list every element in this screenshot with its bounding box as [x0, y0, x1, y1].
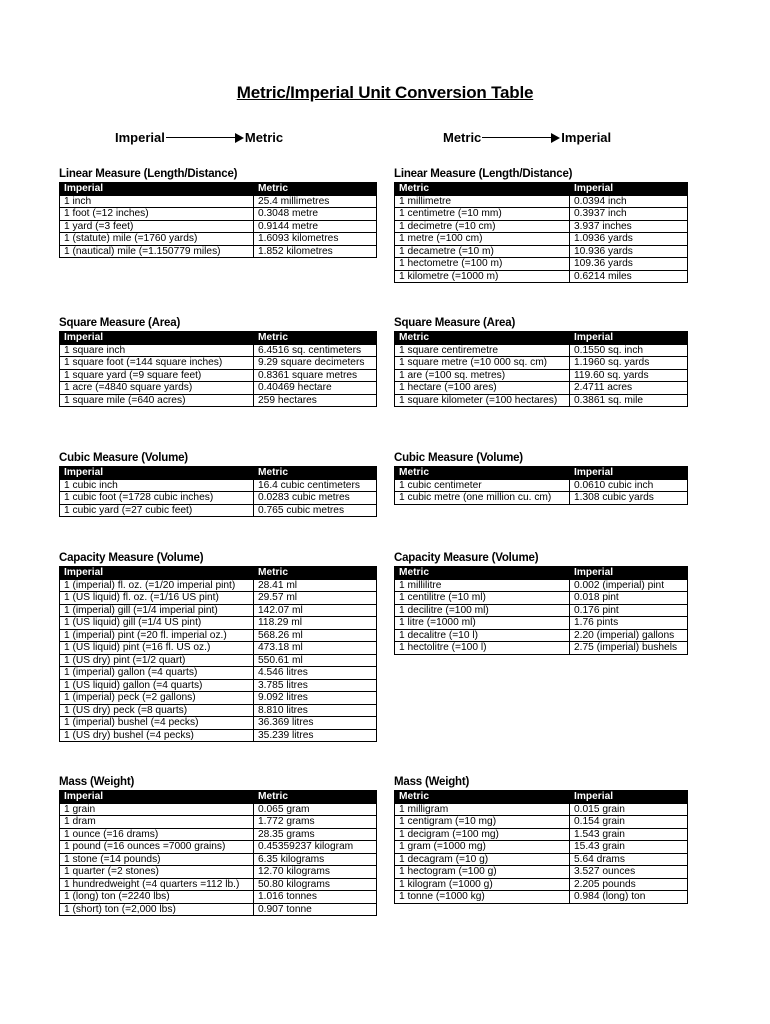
equivalent-cell: 10.936 yards	[570, 245, 688, 258]
arrow-right-icon	[482, 133, 560, 143]
equivalent-cell: 0.176 pint	[570, 604, 688, 617]
direction-to-label: Metric	[244, 130, 284, 145]
table-row	[60, 866, 377, 879]
equivalent-cell: 36.369 litres	[254, 717, 377, 730]
unit-cell: 1 (imperial) peck (=2 gallons)	[60, 692, 254, 705]
equivalent-cell: 0.015 grain	[570, 803, 688, 816]
table-row	[395, 382, 688, 395]
equivalent-cell: 3.527 ounces	[570, 866, 688, 879]
table-row	[60, 704, 377, 717]
unit-cell: 1 hectometre (=100 m)	[395, 258, 570, 271]
equivalent-cell: 28.35 grams	[254, 828, 377, 841]
table-row	[60, 853, 377, 866]
section-title: Cubic Measure (Volume)	[394, 452, 523, 464]
equivalent-cell: 0.0610 cubic inch	[570, 479, 688, 492]
unit-cell: 1 (statute) mile (=1760 yards)	[60, 233, 254, 246]
table-row	[395, 841, 688, 854]
equivalent-cell: 1.308 cubic yards	[570, 492, 688, 505]
section-left-area	[59, 317, 377, 407]
column-header: Imperial	[60, 332, 254, 345]
equivalent-cell: 1.0936 yards	[570, 233, 688, 246]
equivalent-cell: 0.765 cubic metres	[254, 504, 377, 517]
table-row	[395, 828, 688, 841]
equivalent-cell: 3.937 inches	[570, 220, 688, 233]
equivalent-cell: 12.70 kilograms	[254, 866, 377, 879]
equivalent-cell: 0.1550 sq. inch	[570, 344, 688, 357]
unit-cell: 1 kilometre (=1000 m)	[395, 270, 570, 283]
unit-cell: 1 (US liquid) pint (=16 fl. US oz.)	[60, 642, 254, 655]
table-row	[395, 208, 688, 221]
column-header: Metric	[254, 567, 377, 580]
conversion-table	[394, 566, 688, 655]
table-row	[60, 679, 377, 692]
unit-cell: 1 (imperial) gill (=1/4 imperial pint)	[60, 604, 254, 617]
section-title: Square Measure (Area)	[394, 317, 516, 329]
table-row	[60, 504, 377, 517]
conversion-table	[394, 331, 688, 407]
equivalent-cell: 50.80 kilograms	[254, 878, 377, 891]
page-title: Metric/Imperial Unit Conversion Table	[236, 83, 534, 102]
conversion-table	[59, 566, 377, 742]
section-left-capacity	[59, 552, 377, 742]
equivalent-cell: 1.016 tonnes	[254, 891, 377, 904]
table-header-row	[395, 332, 688, 345]
column-header: Imperial	[570, 183, 688, 196]
unit-cell: 1 centimetre (=10 mm)	[395, 208, 570, 221]
section-title: Square Measure (Area)	[59, 317, 181, 329]
unit-cell: 1 decimetre (=10 cm)	[395, 220, 570, 233]
section-title: Mass (Weight)	[394, 776, 470, 788]
conversion-table	[59, 331, 377, 407]
table-row	[395, 270, 688, 283]
equivalent-cell: 0.45359237 kilogram	[254, 841, 377, 854]
equivalent-cell: 0.018 pint	[570, 592, 688, 605]
table-row	[60, 382, 377, 395]
conversion-table	[59, 790, 377, 916]
table-row	[60, 492, 377, 505]
unit-cell: 1 hundredweight (=4 quarters =112 lb.)	[60, 878, 254, 891]
unit-cell: 1 decilitre (=100 ml)	[395, 604, 570, 617]
column-header: Imperial	[60, 567, 254, 580]
table-header-row	[60, 791, 377, 804]
equivalent-cell: 8.810 litres	[254, 704, 377, 717]
table-row	[395, 629, 688, 642]
table-row	[60, 629, 377, 642]
unit-cell: 1 acre (=4840 square yards)	[60, 382, 254, 395]
section-title: Linear Measure (Length/Distance)	[59, 168, 238, 180]
equivalent-cell: 1.852 kilometres	[254, 245, 377, 258]
equivalent-cell: 15.43 grain	[570, 841, 688, 854]
table-row	[60, 195, 377, 208]
section-left-cubic	[59, 452, 377, 517]
unit-cell: 1 cubic inch	[60, 479, 254, 492]
table-row	[60, 642, 377, 655]
table-row	[60, 592, 377, 605]
equivalent-cell: 568.26 ml	[254, 629, 377, 642]
unit-cell: 1 (imperial) fl. oz. (=1/20 imperial pint)	[60, 579, 254, 592]
column-header: Metric	[395, 567, 570, 580]
equivalent-cell: 29.57 ml	[254, 592, 377, 605]
section-left-mass	[59, 776, 377, 916]
table-row	[60, 841, 377, 854]
unit-cell: 1 square kilometer (=100 hectares)	[395, 394, 570, 407]
unit-cell: 1 square yard (=9 square feet)	[60, 369, 254, 382]
table-row	[395, 592, 688, 605]
column-header: Imperial	[60, 791, 254, 804]
unit-cell: 1 dram	[60, 816, 254, 829]
equivalent-cell: 119.60 sq. yards	[570, 369, 688, 382]
unit-cell: 1 (long) ton (=2240 lbs)	[60, 891, 254, 904]
equivalent-cell: 473.18 ml	[254, 642, 377, 655]
equivalent-cell: 16.4 cubic centimeters	[254, 479, 377, 492]
unit-cell: 1 cubic foot (=1728 cubic inches)	[60, 492, 254, 505]
equivalent-cell: 0.3861 sq. mile	[570, 394, 688, 407]
table-row	[60, 878, 377, 891]
conversion-table	[394, 466, 688, 505]
equivalent-cell: 9.092 litres	[254, 692, 377, 705]
unit-cell: 1 stone (=14 pounds)	[60, 853, 254, 866]
column-header: Metric	[395, 183, 570, 196]
table-row	[60, 220, 377, 233]
table-row	[395, 891, 688, 904]
unit-cell: 1 (short) ton (=2,000 lbs)	[60, 903, 254, 916]
table-row	[395, 479, 688, 492]
table-row	[60, 692, 377, 705]
table-row	[395, 604, 688, 617]
unit-cell: 1 square mile (=640 acres)	[60, 394, 254, 407]
equivalent-cell: 118.29 ml	[254, 617, 377, 630]
table-row	[395, 803, 688, 816]
equivalent-cell: 2.75 (imperial) bushels	[570, 642, 688, 655]
direction-to-label: Imperial	[561, 130, 612, 145]
section-title: Capacity Measure (Volume)	[59, 552, 204, 564]
unit-cell: 1 grain	[60, 803, 254, 816]
unit-cell: 1 are (=100 sq. metres)	[395, 369, 570, 382]
unit-cell: 1 (US liquid) gallon (=4 quarts)	[60, 679, 254, 692]
unit-cell: 1 milligram	[395, 803, 570, 816]
section-right-capacity	[394, 552, 688, 655]
equivalent-cell: 1.76 pints	[570, 617, 688, 630]
equivalent-cell: 1.772 grams	[254, 816, 377, 829]
table-header-row	[395, 567, 688, 580]
conversion-table	[394, 182, 688, 283]
table-header-row	[60, 567, 377, 580]
equivalent-cell: 0.907 tonne	[254, 903, 377, 916]
equivalent-cell: 35.239 litres	[254, 729, 377, 742]
column-header: Metric	[254, 332, 377, 345]
unit-cell: 1 square metre (=10 000 sq. cm)	[395, 357, 570, 370]
column-header: Metric	[254, 467, 377, 480]
unit-cell: 1 decagram (=10 g)	[395, 853, 570, 866]
table-row	[60, 394, 377, 407]
equivalent-cell: 0.002 (imperial) pint	[570, 579, 688, 592]
table-row	[395, 220, 688, 233]
equivalent-cell: 0.3048 metre	[254, 208, 377, 221]
equivalent-cell: 0.984 (long) ton	[570, 891, 688, 904]
table-header-row	[60, 332, 377, 345]
section-title: Cubic Measure (Volume)	[59, 452, 188, 464]
equivalent-cell: 1.1960 sq. yards	[570, 357, 688, 370]
direction-metric-to-imperial	[443, 130, 611, 145]
unit-cell: 1 decametre (=10 m)	[395, 245, 570, 258]
unit-cell: 1 (imperial) gallon (=4 quarts)	[60, 667, 254, 680]
section-title: Linear Measure (Length/Distance)	[394, 168, 573, 180]
table-row	[60, 208, 377, 221]
table-row	[60, 828, 377, 841]
unit-cell: 1 tonne (=1000 kg)	[395, 891, 570, 904]
column-header: Imperial	[60, 467, 254, 480]
conversion-table	[59, 466, 377, 517]
column-header: Imperial	[60, 183, 254, 196]
table-row	[395, 816, 688, 829]
equivalent-cell: 6.4516 sq. centimeters	[254, 344, 377, 357]
section-right-mass	[394, 776, 688, 904]
table-row	[395, 617, 688, 630]
direction-from-label: Imperial	[115, 130, 165, 145]
table-row	[395, 369, 688, 382]
unit-cell: 1 hectolitre (=100 l)	[395, 642, 570, 655]
table-row	[395, 394, 688, 407]
equivalent-cell: 6.35 kilograms	[254, 853, 377, 866]
unit-cell: 1 foot (=12 inches)	[60, 208, 254, 221]
equivalent-cell: 142.07 ml	[254, 604, 377, 617]
table-row	[60, 891, 377, 904]
table-row	[60, 717, 377, 730]
section-title: Capacity Measure (Volume)	[394, 552, 539, 564]
unit-cell: 1 decalitre (=10 l)	[395, 629, 570, 642]
equivalent-cell: 0.40469 hectare	[254, 382, 377, 395]
unit-cell: 1 (US dry) bushel (=4 pecks)	[60, 729, 254, 742]
table-row	[60, 903, 377, 916]
table-row	[395, 344, 688, 357]
column-header: Metric	[395, 791, 570, 804]
table-header-row	[395, 183, 688, 196]
unit-cell: 1 pound (=16 ounces =7000 grains)	[60, 841, 254, 854]
unit-cell: 1 gram (=1000 mg)	[395, 841, 570, 854]
equivalent-cell: 3.785 litres	[254, 679, 377, 692]
table-row	[60, 479, 377, 492]
unit-cell: 1 millilitre	[395, 579, 570, 592]
arrow-right-icon	[166, 133, 244, 143]
column-header: Imperial	[570, 467, 688, 480]
table-row	[60, 667, 377, 680]
table-row	[60, 654, 377, 667]
equivalent-cell: 0.3937 inch	[570, 208, 688, 221]
table-row	[395, 878, 688, 891]
unit-cell: 1 square foot (=144 square inches)	[60, 357, 254, 370]
equivalent-cell: 2.4711 acres	[570, 382, 688, 395]
table-row	[395, 233, 688, 246]
unit-cell: 1 kilogram (=1000 g)	[395, 878, 570, 891]
table-row	[395, 258, 688, 271]
unit-cell: 1 cubic centimeter	[395, 479, 570, 492]
unit-cell: 1 square centiremetre	[395, 344, 570, 357]
table-header-row	[60, 467, 377, 480]
equivalent-cell: 0.065 gram	[254, 803, 377, 816]
table-row	[60, 604, 377, 617]
column-header: Metric	[395, 332, 570, 345]
column-header: Imperial	[570, 332, 688, 345]
table-row	[395, 245, 688, 258]
unit-cell: 1 inch	[60, 195, 254, 208]
equivalent-cell: 109.36 yards	[570, 258, 688, 271]
equivalent-cell: 0.0394 inch	[570, 195, 688, 208]
table-row	[395, 642, 688, 655]
table-row	[395, 866, 688, 879]
equivalent-cell: 4.546 litres	[254, 667, 377, 680]
table-row	[60, 344, 377, 357]
table-row	[395, 195, 688, 208]
table-row	[395, 492, 688, 505]
unit-cell: 1 quarter (=2 stones)	[60, 866, 254, 879]
equivalent-cell: 259 hectares	[254, 394, 377, 407]
equivalent-cell: 0.8361 square metres	[254, 369, 377, 382]
equivalent-cell: 0.9144 metre	[254, 220, 377, 233]
equivalent-cell: 2.205 pounds	[570, 878, 688, 891]
unit-cell: 1 centilitre (=10 ml)	[395, 592, 570, 605]
equivalent-cell: 550.61 ml	[254, 654, 377, 667]
unit-cell: 1 hectogram (=100 g)	[395, 866, 570, 879]
section-right-area	[394, 317, 688, 407]
direction-from-label: Metric	[443, 130, 482, 145]
section-left-linear	[59, 168, 377, 258]
table-header-row	[395, 791, 688, 804]
column-header: Metric	[395, 467, 570, 480]
column-header: Imperial	[570, 791, 688, 804]
table-row	[60, 617, 377, 630]
conversion-table	[394, 790, 688, 904]
unit-cell: 1 (US liquid) fl. oz. (=1/16 US pint)	[60, 592, 254, 605]
table-row	[60, 729, 377, 742]
unit-cell: 1 square inch	[60, 344, 254, 357]
table-row	[60, 369, 377, 382]
direction-imperial-to-metric	[115, 130, 283, 145]
section-right-linear	[394, 168, 688, 283]
unit-cell: 1 (US dry) peck (=8 quarts)	[60, 704, 254, 717]
unit-cell: 1 yard (=3 feet)	[60, 220, 254, 233]
unit-cell: 1 (imperial) bushel (=4 pecks)	[60, 717, 254, 730]
equivalent-cell: 2.20 (imperial) gallons	[570, 629, 688, 642]
unit-cell: 1 centigram (=10 mg)	[395, 816, 570, 829]
unit-cell: 1 ounce (=16 drams)	[60, 828, 254, 841]
table-row	[60, 233, 377, 246]
unit-cell: 1 metre (=100 cm)	[395, 233, 570, 246]
unit-cell: 1 millimetre	[395, 195, 570, 208]
equivalent-cell: 1.543 grain	[570, 828, 688, 841]
equivalent-cell: 25.4 millimetres	[254, 195, 377, 208]
table-row	[395, 853, 688, 866]
equivalent-cell: 28.41 ml	[254, 579, 377, 592]
unit-cell: 1 hectare (=100 ares)	[395, 382, 570, 395]
equivalent-cell: 0.0283 cubic metres	[254, 492, 377, 505]
table-row	[395, 357, 688, 370]
unit-cell: 1 (imperial) pint (=20 fl. imperial oz.)	[60, 629, 254, 642]
table-row	[60, 245, 377, 258]
table-row	[60, 579, 377, 592]
table-header-row	[60, 183, 377, 196]
equivalent-cell: 9.29 square decimeters	[254, 357, 377, 370]
table-row	[60, 816, 377, 829]
unit-cell: 1 decigram (=100 mg)	[395, 828, 570, 841]
unit-cell: 1 cubic metre (one million cu. cm)	[395, 492, 570, 505]
equivalent-cell: 1.6093 kilometres	[254, 233, 377, 246]
unit-cell: 1 (US liquid) gill (=1/4 US pint)	[60, 617, 254, 630]
conversion-table	[59, 182, 377, 258]
table-header-row	[395, 467, 688, 480]
table-row	[60, 803, 377, 816]
column-header: Metric	[254, 183, 377, 196]
table-row	[60, 357, 377, 370]
unit-cell: 1 (nautical) mile (=1.150779 miles)	[60, 245, 254, 258]
column-header: Metric	[254, 791, 377, 804]
table-row	[395, 579, 688, 592]
equivalent-cell: 5.64 drams	[570, 853, 688, 866]
equivalent-cell: 0.6214 miles	[570, 270, 688, 283]
section-right-cubic	[394, 452, 688, 505]
column-header: Imperial	[570, 567, 688, 580]
section-title: Mass (Weight)	[59, 776, 135, 788]
unit-cell: 1 cubic yard (=27 cubic feet)	[60, 504, 254, 517]
equivalent-cell: 0.154 grain	[570, 816, 688, 829]
unit-cell: 1 litre (=1000 ml)	[395, 617, 570, 630]
unit-cell: 1 (US dry) pint (=1/2 quart)	[60, 654, 254, 667]
